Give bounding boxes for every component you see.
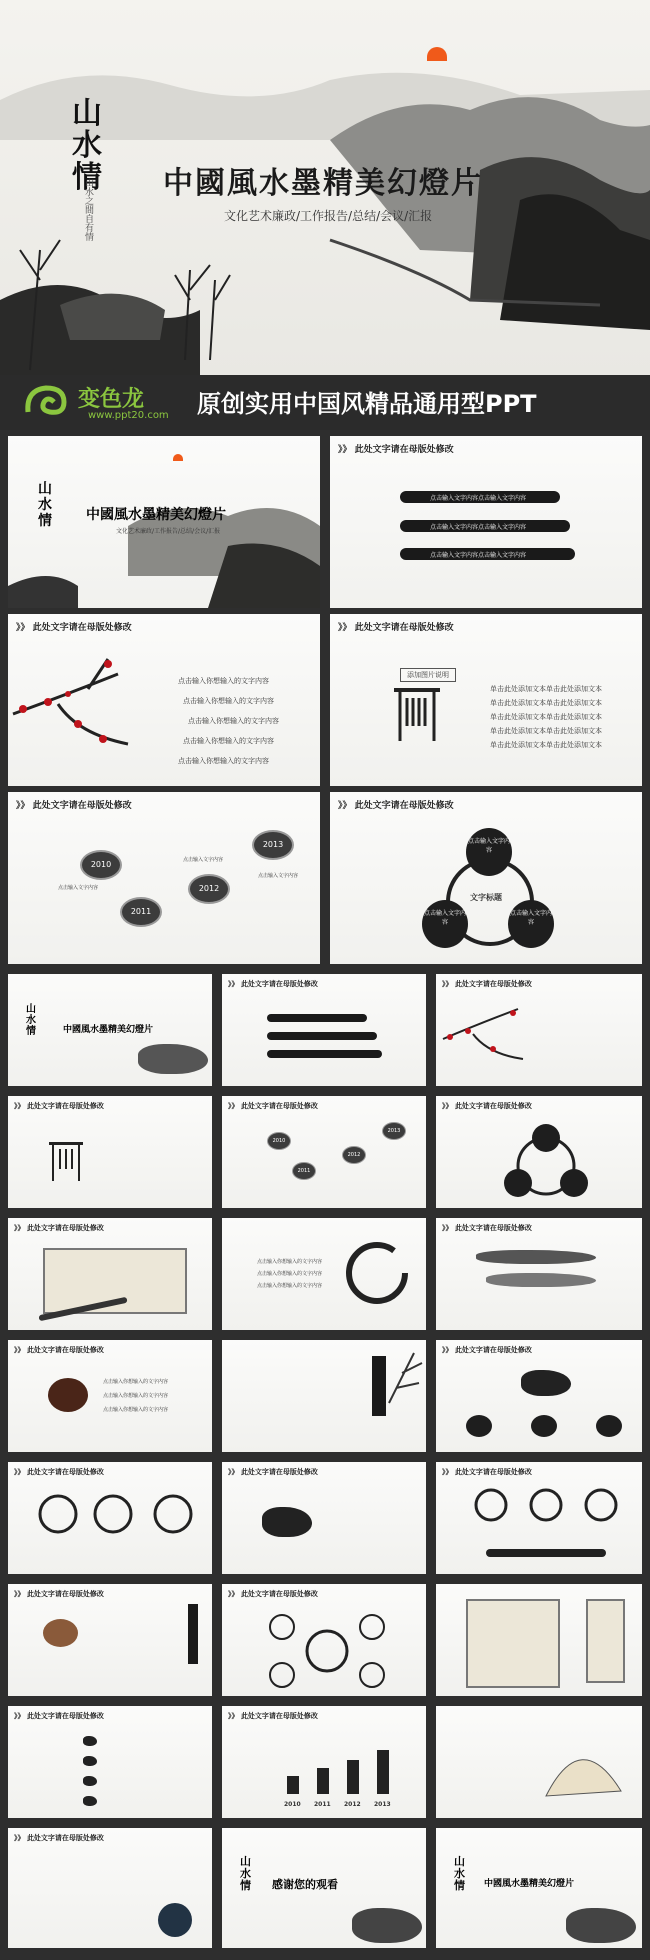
year-label: 2010: [284, 1801, 301, 1808]
slide-thumb[interactable]: [8, 1462, 212, 1574]
slide-header: 》》 此处文字请在母版处修改: [442, 1345, 532, 1354]
sun-icon: [173, 454, 183, 461]
cycle-title: 文字标题: [470, 893, 502, 902]
image-caption: 添加图片说明: [400, 668, 456, 682]
bar-chart-art: [282, 1736, 392, 1798]
calligraphy-inscription: 山水之間自有情: [83, 178, 93, 241]
slide-thumb[interactable]: [8, 974, 212, 1086]
bar-text: 点击输入文字内容点击输入文字内容: [430, 552, 527, 559]
ink-stroke: [486, 1273, 596, 1287]
process-flow: [466, 1487, 626, 1567]
fan-art: [536, 1736, 626, 1806]
slide-header: 》》 此处文字请在母版处修改: [442, 1101, 532, 1110]
slide-thumb[interactable]: [8, 792, 320, 964]
slide-header: 》》 此处文字请在母版处修改: [442, 1467, 532, 1476]
slide-thumb[interactable]: [222, 1218, 426, 1330]
calligraphy-logo: 山水情: [454, 1855, 465, 1892]
scroll-art: [466, 1599, 560, 1688]
teapot-icon: [43, 1619, 78, 1647]
bullet-text: 单击此处添加文本单击此处添加文本: [490, 741, 602, 749]
slide-header: 》》 此处文字请在母版处修改: [228, 1467, 318, 1476]
slide-header: 》》 此处文字请在母版处修改: [442, 1223, 532, 1232]
chameleon-logo-icon: [24, 382, 68, 422]
timeline-text: 点击输入文字内容: [258, 873, 299, 879]
cycle-diagram: [496, 1121, 596, 1206]
slide-thumb[interactable]: [222, 974, 426, 1086]
thanks-title: 感谢您的观看: [272, 1878, 338, 1891]
slide-thumb[interactable]: [8, 1218, 212, 1330]
calligraphy-logo: 山水情: [38, 481, 52, 529]
hero-title: 中國風水墨精美幻燈片: [163, 166, 483, 201]
list-item: 点击输入你想输入的文字内容: [103, 1393, 169, 1399]
slide-thumb[interactable]: [8, 1340, 212, 1452]
slide-title: 中國風水墨精美幻燈片: [86, 507, 226, 523]
slide-thumb[interactable]: [330, 436, 642, 608]
plum-blossom-art: [8, 654, 158, 764]
year-circle: 2013: [252, 830, 294, 860]
chime-art: [48, 1141, 84, 1183]
hero-slide: [0, 0, 650, 375]
list-item: 点击输入你想输入的文字内容: [188, 717, 279, 725]
body-text: 点击输入你想输入的文字内容: [257, 1283, 323, 1289]
list-item: 点击输入你想输入的文字内容: [183, 737, 274, 745]
slide-header: 》》 此处文字请在母版处修改: [14, 1223, 104, 1232]
body-text: 点击输入你想输入的文字内容: [257, 1259, 323, 1265]
slide-thumb[interactable]: [436, 974, 642, 1086]
ink-circle-art: [342, 1238, 412, 1308]
hero-subtitle: 文化艺术廉政/工作报告/总结/会议/汇报: [224, 209, 433, 223]
slide-thumb[interactable]: [436, 1828, 642, 1948]
cycle-node: 点击输入文字内容: [422, 900, 468, 948]
year-circle: 2013: [382, 1122, 406, 1140]
bar-text: 点击输入文字内容点击输入文字内容: [430, 524, 527, 531]
slide-thumb[interactable]: [8, 1584, 212, 1696]
calligraphy-logo: 山水情: [72, 96, 102, 195]
ink-mountain: [352, 1908, 422, 1943]
ink-mountain: [566, 1908, 636, 1943]
ink-splash: [521, 1370, 571, 1396]
banner-title: 原创实用中国风精品通用型PPT: [197, 390, 537, 418]
slide-header: 》》 此处文字请在母版处修改: [14, 1589, 104, 1598]
slide-header: 》》 此处文字请在母版处修改: [228, 1711, 318, 1720]
cycle-node: [596, 1415, 622, 1437]
slide-thumb[interactable]: [436, 1462, 642, 1574]
calligraphy-logo: 山水情: [240, 1855, 251, 1892]
cycle-node: [531, 1415, 557, 1437]
slide-thumb[interactable]: [222, 1706, 426, 1818]
year-circle: 2011: [120, 897, 162, 927]
scroll-label: [586, 1599, 625, 1683]
list-item: 点击输入你想输入的文字内容: [178, 757, 269, 765]
ink-brush-bar: [267, 1032, 377, 1040]
slide-header: 》》 此处文字请在母版处修改: [442, 979, 532, 988]
slide-header: 》》 此处文字请在母版处修改: [338, 801, 454, 811]
timeline-text: 点击输入文字内容: [183, 857, 224, 863]
slide-thumb[interactable]: [8, 1096, 212, 1208]
slide-header: 》》 此处文字请在母版处修改: [228, 979, 318, 988]
year-label: 2011: [314, 1801, 331, 1808]
chime-art: [392, 686, 442, 746]
list-bullet: [83, 1776, 97, 1786]
slide-thumb[interactable]: [8, 614, 320, 786]
calligraphy-logo: 山水情: [26, 1004, 36, 1037]
slide-thumb[interactable]: [8, 1828, 212, 1948]
title-label-bar: [188, 1604, 198, 1664]
year-label: 2013: [374, 1801, 391, 1808]
logo-text: 变色龙: [78, 387, 145, 412]
bullet-text: 单击此处添加文本单击此处添加文本: [490, 685, 602, 693]
bamboo-art: [384, 1348, 424, 1408]
slide-subtitle: 文化艺术廉政/工作报告/总结/会议/汇报: [116, 528, 221, 535]
year-circle: 2010: [80, 850, 122, 880]
slide-title: 中國風水墨精美幻燈片: [63, 1025, 154, 1035]
slide-header: 》》 此处文字请在母版处修改: [14, 1345, 104, 1354]
year-circle: 2011: [292, 1162, 316, 1180]
cycle-node: [466, 1415, 492, 1437]
cycle-node: 点击输入文字内容: [466, 828, 512, 876]
year-label: 2012: [344, 1801, 361, 1808]
logo-url: www.ppt20.com: [88, 410, 169, 421]
plum-blossom-art: [438, 999, 538, 1069]
ink-splash: [262, 1507, 312, 1537]
bullet-text: 单击此处添加文本单击此处添加文本: [490, 713, 602, 721]
bar-text: 点击输入文字内容点击输入文字内容: [430, 495, 527, 502]
slide-header: 》》 此处文字请在母版处修改: [14, 1467, 104, 1476]
slide-header: 》》 此处文字请在母版处修改: [14, 1101, 104, 1110]
list-item: 点击输入你想输入的文字内容: [103, 1379, 169, 1385]
list-bullet: [83, 1796, 97, 1806]
slide-thumb[interactable]: [436, 1218, 642, 1330]
slide-header: 》》 此处文字请在母版处修改: [14, 1833, 104, 1842]
slide-thumb[interactable]: [436, 1584, 642, 1696]
slide-header: 》》 此处文字请在母版处修改: [16, 623, 132, 633]
ink-stroke: [476, 1250, 596, 1264]
list-item: 点击输入你想输入的文字内容: [178, 677, 269, 685]
slide-thumb[interactable]: [222, 1828, 426, 1948]
slide-title: 中國風水墨精美幻燈片: [484, 1879, 575, 1889]
slide-thumb[interactable]: [222, 1096, 426, 1208]
slide-thumb[interactable]: [8, 1706, 212, 1818]
slide-thumb[interactable]: [330, 614, 642, 786]
year-circle: 2012: [188, 874, 230, 904]
year-circle: 2010: [267, 1132, 291, 1150]
slide-thumb[interactable]: [436, 1340, 642, 1452]
slide-thumb[interactable]: [222, 1340, 426, 1452]
bullet-text: 单击此处添加文本单击此处添加文本: [490, 699, 602, 707]
slide-thumb[interactable]: [436, 1706, 642, 1818]
slide-thumb[interactable]: [436, 1096, 642, 1208]
timeline-text: 点击输入文字内容: [58, 885, 99, 891]
sun-icon: [427, 47, 447, 61]
process-flow: [33, 1492, 203, 1542]
body-text: 点击输入你想输入的文字内容: [257, 1271, 323, 1277]
ink-brush-bar: [267, 1050, 382, 1058]
bullet-text: 单击此处添加文本单击此处添加文本: [490, 727, 602, 735]
ink-brush-bar: [267, 1014, 367, 1022]
teapot-icon: [48, 1378, 88, 1412]
list-item: 点击输入你想输入的文字内容: [183, 697, 274, 705]
year-circle: 2012: [342, 1146, 366, 1164]
slide-header: 》》 此处文字请在母版处修改: [16, 801, 132, 811]
cycle-node: 点击输入文字内容: [508, 900, 554, 948]
slide-thumb[interactable]: [330, 792, 642, 964]
slide-header: 》》 此处文字请在母版处修改: [338, 623, 454, 633]
list-bullet: [83, 1736, 97, 1746]
list-bullet: [83, 1756, 97, 1766]
slide-header: 》》 此处文字请在母版处修改: [228, 1101, 318, 1110]
slide-header: 》》 此处文字请在母版处修改: [338, 445, 454, 455]
slide-header: 》》 此处文字请在母版处修改: [14, 1711, 104, 1720]
list-item: 点击输入你想输入的文字内容: [103, 1407, 169, 1413]
slide-header: 》》 此处文字请在母版处修改: [228, 1589, 318, 1598]
slide-thumb[interactable]: [222, 1462, 426, 1574]
ink-mountain: [138, 1044, 208, 1074]
globe-icon: [158, 1903, 192, 1937]
mind-map: [262, 1609, 392, 1689]
slide-thumb[interactable]: [8, 436, 320, 608]
slide-thumb[interactable]: [222, 1584, 426, 1696]
